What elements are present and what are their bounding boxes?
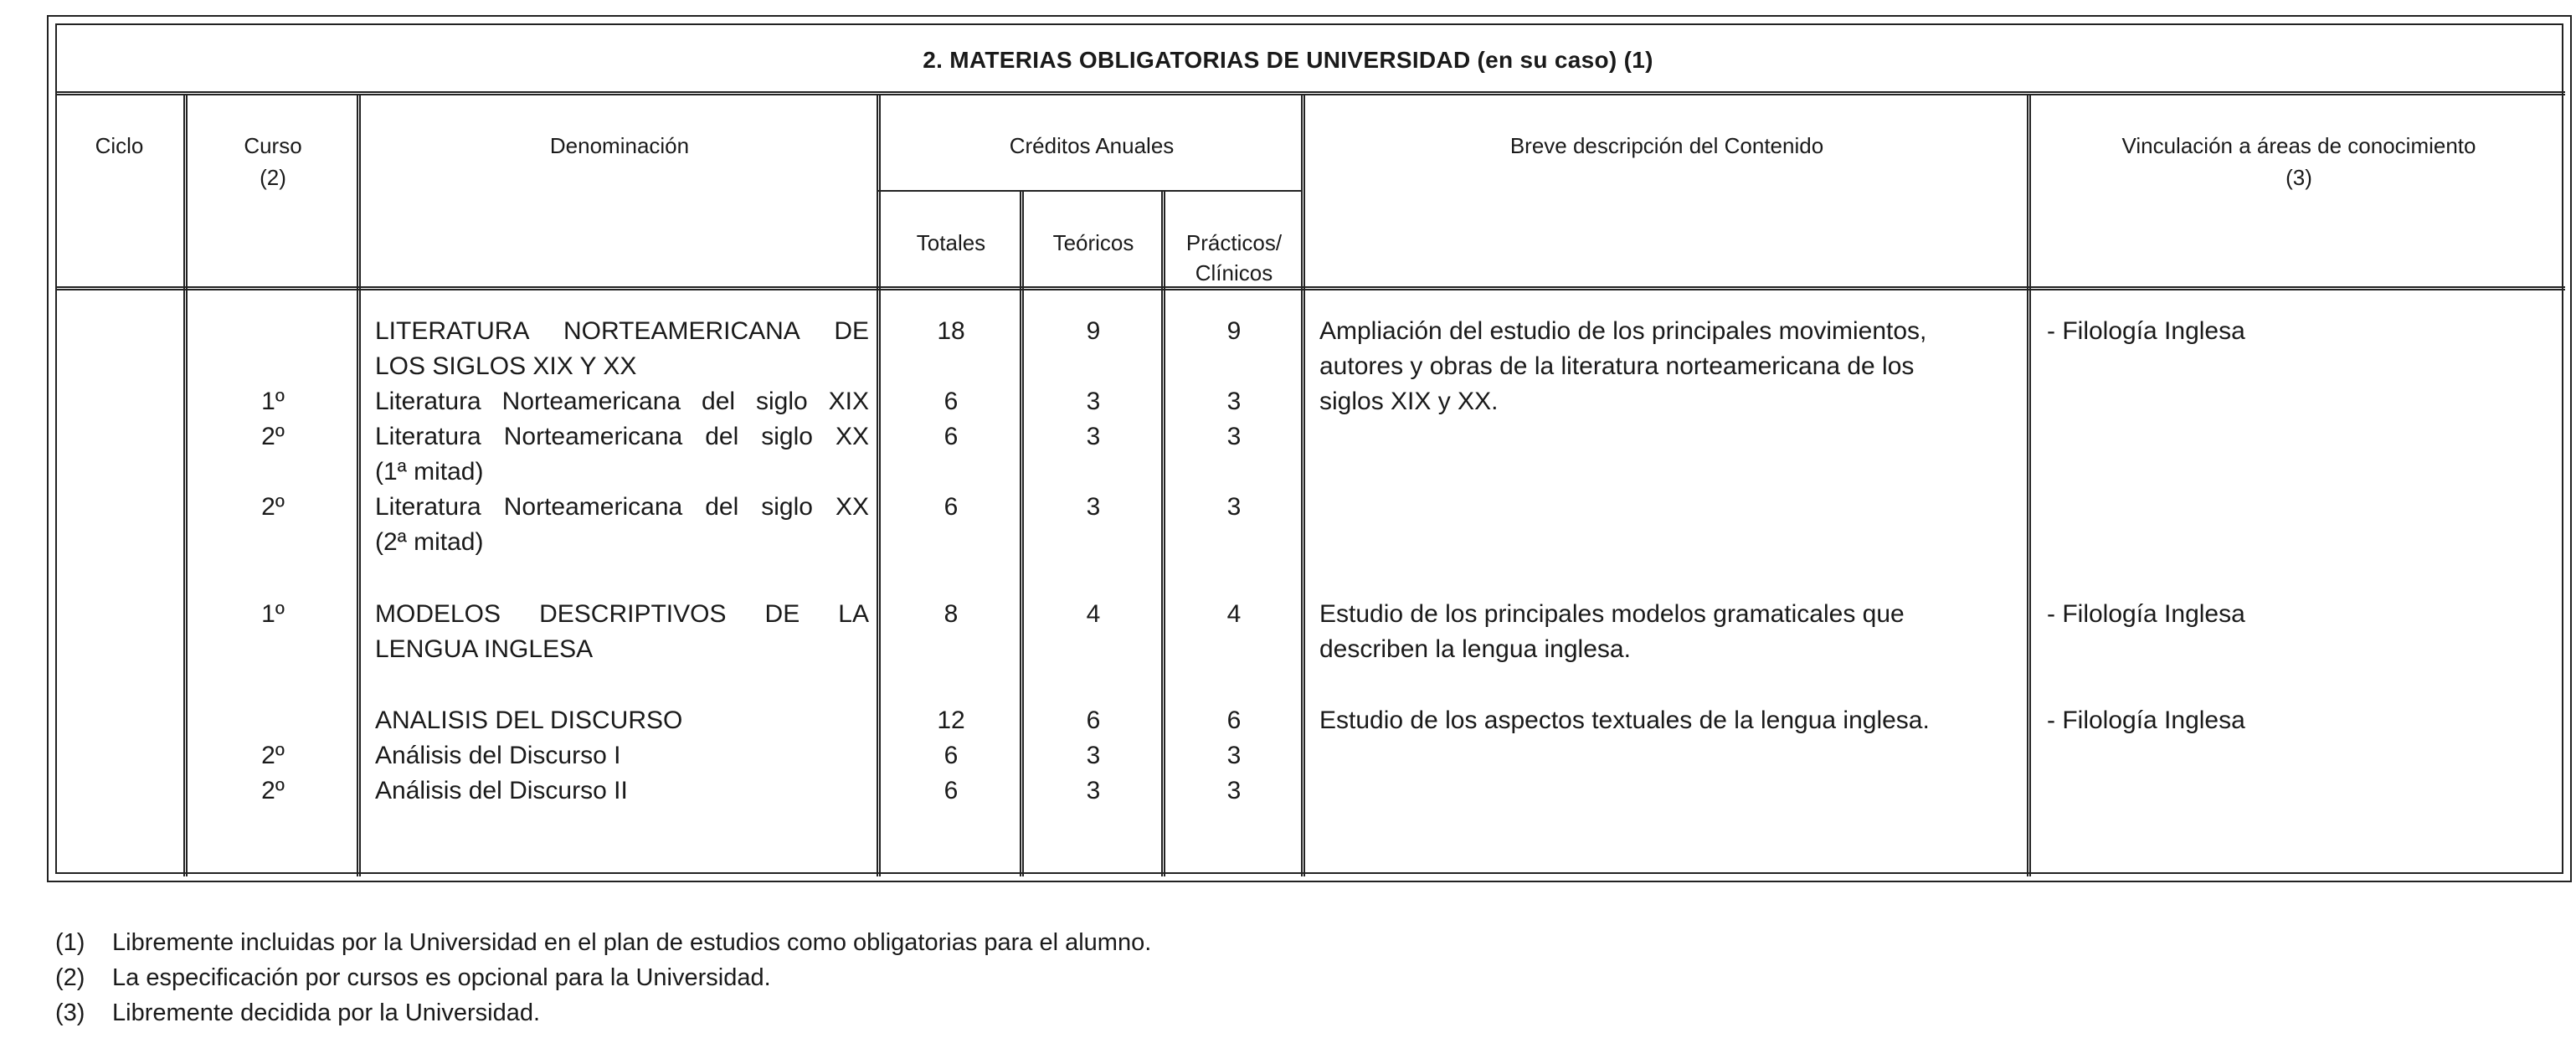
denominacion-cell: LENGUA INGLESA xyxy=(375,635,594,663)
totales-cell: 12 xyxy=(937,707,965,734)
descripcion-cell: describen la lengua inglesa. xyxy=(1319,635,1631,663)
practicos-cell: 4 xyxy=(1226,600,1242,628)
teoricos-cell: 4 xyxy=(1086,600,1101,628)
footnote xyxy=(55,926,1151,959)
col-rule-4 xyxy=(1020,191,1024,876)
footnote-text: La especificación por cursos es opcional para la Universidad. xyxy=(112,964,771,991)
practicos-cell: 3 xyxy=(1226,388,1242,415)
practicos-cell: 3 xyxy=(1226,742,1242,769)
teoricos-cell: 3 xyxy=(1086,423,1101,450)
footnote xyxy=(55,961,771,994)
denominacion-cell: (2ª mitad) xyxy=(375,528,484,556)
descripcion-cell: Estudio de los principales modelos gramaticales que xyxy=(1319,600,1905,628)
practicos-cell: 3 xyxy=(1226,423,1242,450)
area-cell: - Filología Inglesa xyxy=(2047,707,2245,734)
totales-cell: 18 xyxy=(937,317,965,345)
col-rule-7 xyxy=(2027,94,2031,876)
teoricos-cell: 9 xyxy=(1086,317,1101,345)
descripcion-cell: Ampliación del estudio de los principales movimientos, xyxy=(1319,317,1927,345)
denominacion-cell: Literatura Norteamericana del siglo XX xyxy=(375,493,869,521)
curso-cell: 2º xyxy=(261,493,285,521)
header-descripcion: Breve descripción del Contenido xyxy=(1509,133,1824,158)
header-top-rule xyxy=(55,91,2565,95)
denominacion-cell: LOS SIGLOS XIX Y XX xyxy=(375,352,637,380)
denominacion-cell: MODELOS DESCRIPTIVOS DE LA xyxy=(375,600,869,628)
totales-cell: 6 xyxy=(944,423,959,450)
teoricos-cell: 3 xyxy=(1086,777,1101,804)
footnote xyxy=(55,996,540,1030)
practicos-cell: 3 xyxy=(1226,777,1242,804)
denominacion-cell: Análisis del Discurso I xyxy=(375,742,621,769)
practicos-cell: 9 xyxy=(1226,317,1242,345)
denominacion-cell: (1ª mitad) xyxy=(375,458,484,486)
header-creditos: Créditos Anuales xyxy=(1009,133,1175,158)
area-cell: - Filología Inglesa xyxy=(2047,600,2245,628)
footnote-text: Libremente decidida por la Universidad. xyxy=(112,999,541,1026)
header-bottom-rule xyxy=(55,286,2565,290)
creditos-rule xyxy=(878,190,1301,192)
curso-cell: 2º xyxy=(261,423,285,450)
curso-cell: 1º xyxy=(261,388,285,415)
header-vinculacion: Vinculación a áreas de conocimiento xyxy=(2121,133,2476,158)
teoricos-cell: 6 xyxy=(1086,707,1101,734)
col-rule-3 xyxy=(877,94,881,876)
col-rule-1 xyxy=(183,94,188,876)
table-title: 2. MATERIAS OBLIGATORIAS DE UNIVERSIDAD (en su caso) (1) xyxy=(923,47,1653,73)
teoricos-cell: 3 xyxy=(1086,742,1101,769)
header-totales: Totales xyxy=(916,230,986,255)
totales-cell: 6 xyxy=(944,493,959,521)
teoricos-cell: 3 xyxy=(1086,493,1101,521)
totales-cell: 6 xyxy=(944,388,959,415)
header-denominacion: Denominación xyxy=(549,133,690,158)
denominacion-cell: ANALISIS DEL DISCURSO xyxy=(375,707,683,734)
denominacion-cell: LITERATURA NORTEAMERICANA DE xyxy=(375,317,869,345)
col-rule-6 xyxy=(1301,94,1305,876)
totales-cell: 6 xyxy=(944,777,959,804)
header-clinicos: Clínicos xyxy=(1195,260,1273,285)
footnote-text: Libremente incluidas por la Universidad en el plan de estudios como obligatorias para el alumno. xyxy=(112,929,1152,956)
descripcion-cell: autores y obras de la literatura norteamericana de los xyxy=(1319,352,1915,380)
col-rule-5 xyxy=(1161,191,1165,876)
curso-cell: 2º xyxy=(261,777,285,804)
practicos-cell: 6 xyxy=(1226,707,1242,734)
denominacion-cell: Literatura Norteamericana del siglo XIX xyxy=(375,388,869,415)
header-teoricos: Teóricos xyxy=(1052,230,1134,255)
denominacion-cell: Análisis del Discurso II xyxy=(375,777,628,804)
header-curso-note: (2) xyxy=(260,165,286,190)
area-cell: - Filología Inglesa xyxy=(2047,317,2245,345)
teoricos-cell: 3 xyxy=(1086,388,1101,415)
curso-cell: 1º xyxy=(261,600,285,628)
header-vinculacion-note: (3) xyxy=(2285,165,2312,190)
col-rule-2 xyxy=(357,94,361,876)
descripcion-cell: Estudio de los aspectos textuales de la lengua inglesa. xyxy=(1319,707,1930,734)
header-ciclo: Ciclo xyxy=(95,133,144,158)
totales-cell: 6 xyxy=(944,742,959,769)
totales-cell: 8 xyxy=(944,600,959,628)
descripcion-cell: siglos XIX y XX. xyxy=(1319,388,1499,415)
curso-cell: 2º xyxy=(261,742,285,769)
header-curso: Curso xyxy=(244,133,302,158)
denominacion-cell: Literatura Norteamericana del siglo XX xyxy=(375,423,869,450)
footnote-number: (2) xyxy=(55,964,85,991)
footnote-number: (1) xyxy=(55,929,85,956)
header-practicos: Prácticos/ xyxy=(1185,230,1283,255)
footnote-number: (3) xyxy=(55,999,85,1026)
practicos-cell: 3 xyxy=(1226,493,1242,521)
